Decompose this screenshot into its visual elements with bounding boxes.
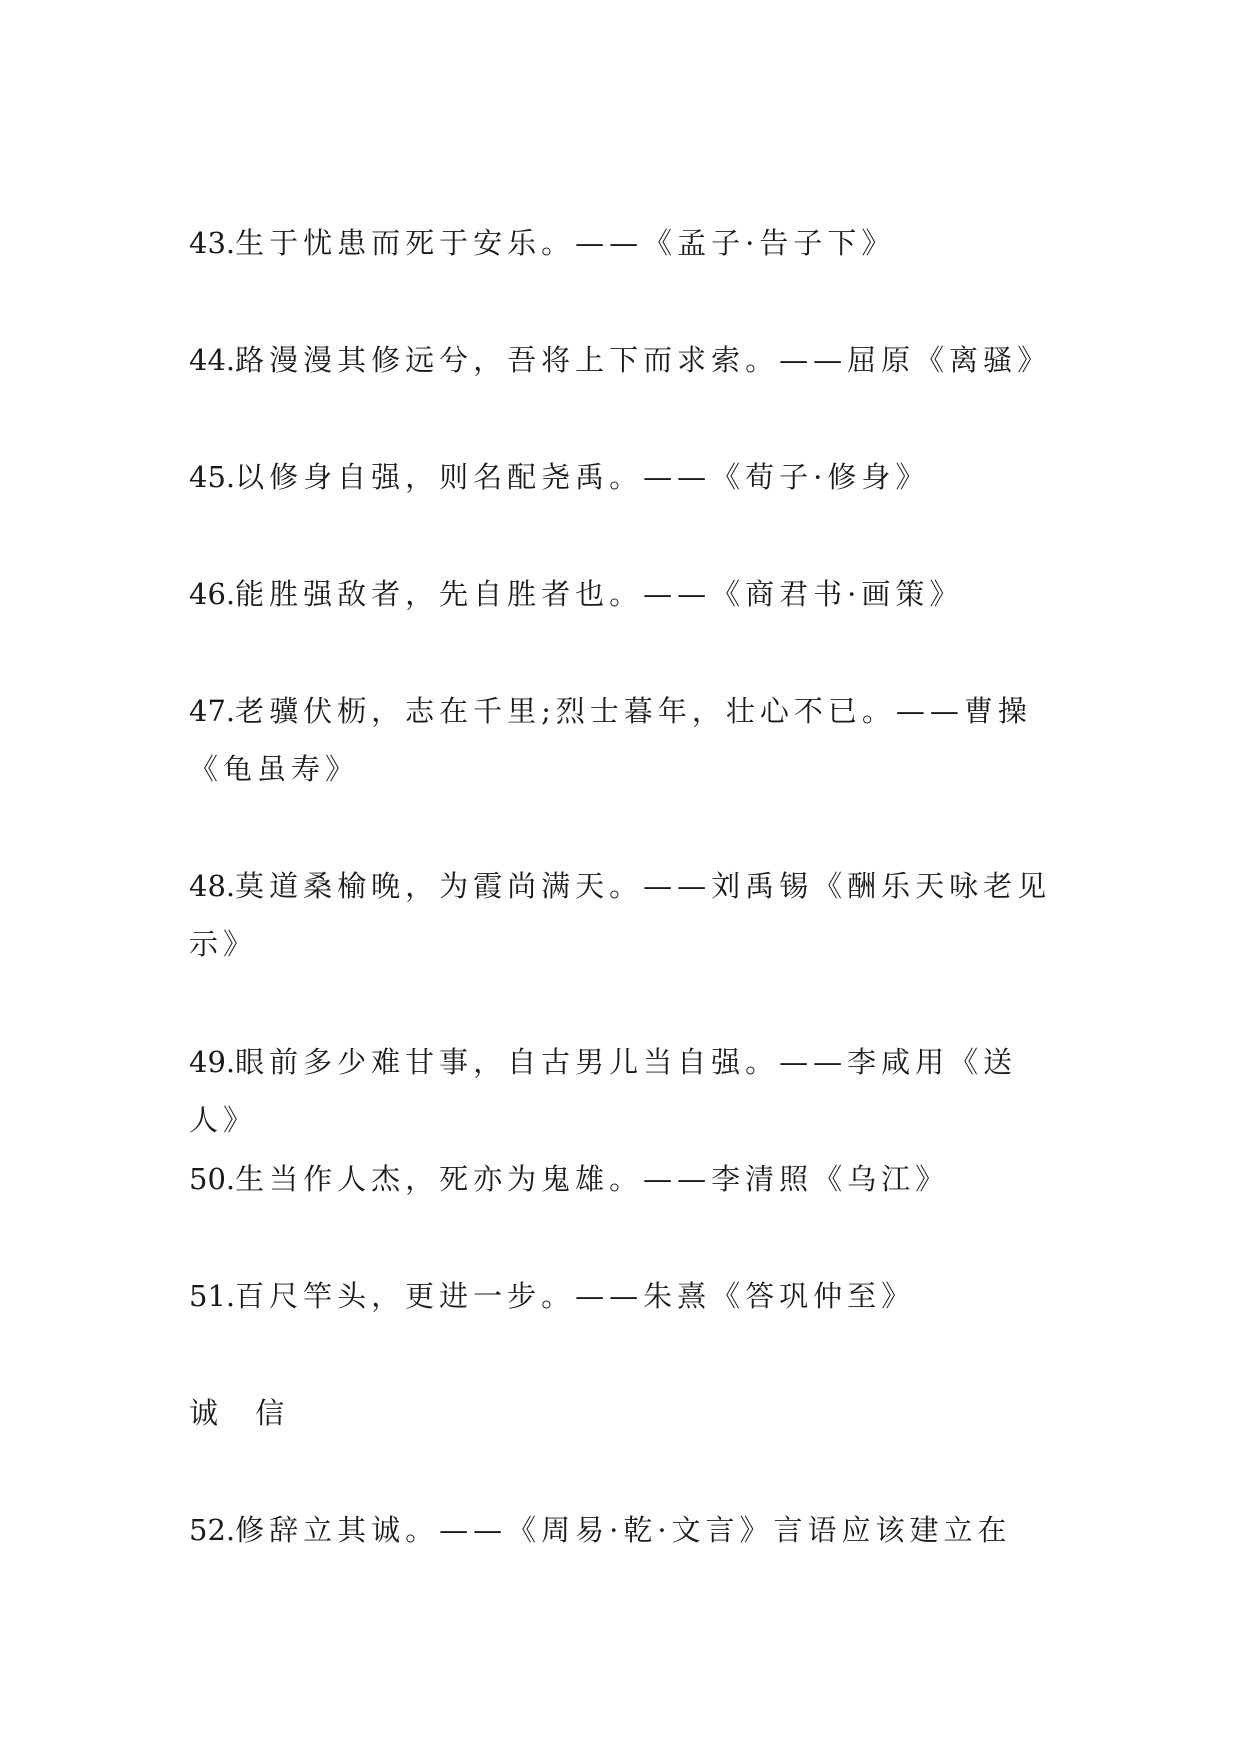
quote-number: 48. bbox=[189, 869, 236, 903]
quote-text: 老骥伏枥，志在千里;烈士暮年，壮心不已。——曹操《龟虽寿》 bbox=[189, 694, 1032, 786]
quote-47 bbox=[189, 682, 1069, 798]
quote-50 bbox=[189, 1150, 1069, 1208]
quote-text: 眼前多少难甘事，自古男儿当自强。——李咸用《送人》 bbox=[189, 1045, 1018, 1137]
quote-number: 51. bbox=[189, 1279, 236, 1313]
quote-43 bbox=[189, 214, 1069, 272]
quote-52 bbox=[189, 1501, 1069, 1559]
quote-number: 45. bbox=[189, 460, 236, 494]
quote-text: 修辞立其诚。——《周易·乾·文言》言语应该建立在 bbox=[235, 1513, 1012, 1547]
quote-number: 49. bbox=[189, 1045, 236, 1079]
quote-44 bbox=[189, 331, 1069, 389]
quote-text: 能胜强敌者，先自胜者也。——《商君书·画策》 bbox=[235, 577, 964, 611]
quote-number: 43. bbox=[189, 226, 236, 260]
quote-text: 百尺竿头，更进一步。——朱熹《答巩仲至》 bbox=[235, 1279, 916, 1313]
quote-number: 50. bbox=[189, 1162, 236, 1196]
quote-text: 路漫漫其修远兮，吾将上下而求索。——屈原《离骚》 bbox=[235, 343, 1052, 377]
quote-number: 46. bbox=[189, 577, 236, 611]
section-heading: 诚 信 bbox=[189, 1396, 299, 1430]
quote-text: 生于忧患而死于安乐。——《孟子·告子下》 bbox=[235, 226, 896, 260]
quote-46 bbox=[189, 565, 1069, 623]
quote-number: 44. bbox=[189, 343, 236, 377]
quote-text: 生当作人杰，死亦为鬼雄。——李清照《乌江》 bbox=[235, 1162, 950, 1196]
quote-48 bbox=[189, 857, 1069, 973]
quote-text: 莫道桑榆晚，为霞尚满天。——刘禹锡《酬乐天咏老见示》 bbox=[189, 869, 1052, 961]
quote-51 bbox=[189, 1267, 1069, 1325]
quote-number: 52. bbox=[189, 1513, 236, 1547]
quote-number: 47. bbox=[189, 694, 236, 728]
quote-text: 以修身自强，则名配尧禹。——《荀子·修身》 bbox=[235, 460, 930, 494]
quote-45 bbox=[189, 448, 1069, 506]
quote-49 bbox=[189, 1033, 1069, 1149]
